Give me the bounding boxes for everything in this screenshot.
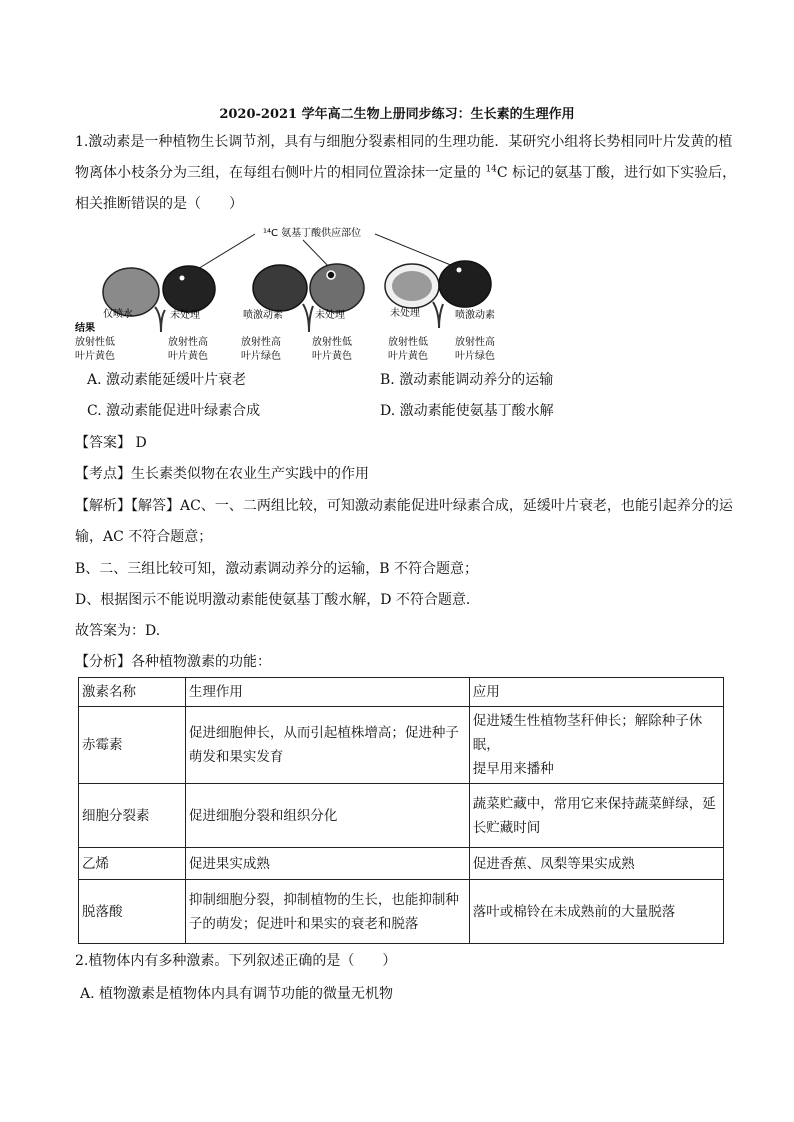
option-c: C. 激动素能促进叶绿素合成 xyxy=(87,403,261,419)
leaf-inner-3 xyxy=(392,271,432,301)
leaf-dark-left-2 xyxy=(253,265,307,311)
isotope-superscript: 14 xyxy=(485,164,497,175)
question-2-option-a: A. 植物激素是植物体内具有调节功能的微量无机物 xyxy=(80,986,394,1002)
group-1-right-label: 未处理 xyxy=(170,310,200,321)
group-1-left-label: 仅喷水 xyxy=(103,309,133,320)
row-use: 蔬菜贮藏中，常用它来保持蔬菜鲜绿，延 长贮藏时间 xyxy=(469,784,723,848)
pointer-line-2 xyxy=(303,240,331,269)
hormone-table xyxy=(78,677,724,944)
option-a: A. 激动素能延缓叶片衰老 xyxy=(87,372,247,388)
question-2-stem: 2.植物体内有多种激素。下列叙述正确的是（ ） xyxy=(75,953,397,969)
leaf-yellow-right-2 xyxy=(310,264,364,312)
leaf-dark-right-1 xyxy=(163,266,215,312)
supply-site-label: ¹⁴C 氨基丁酸供应部位 xyxy=(263,228,362,239)
analysis-line-3: B、二、三组比较可知，激动素调动养分的运输，B 不符合题意； xyxy=(75,561,479,577)
header-hormone-name: 激素名称 xyxy=(79,678,186,707)
row-use: 落叶或棉铃在未成熟前的大量脱落 xyxy=(469,880,723,944)
table-header-row xyxy=(79,678,724,707)
leaf-group-2 xyxy=(243,264,364,332)
leaf-group-1 xyxy=(103,266,215,332)
page-title: 2020-2021 学年高二生物上册同步练习：生长素的生理作用 xyxy=(219,107,575,122)
stem-3 xyxy=(433,302,443,328)
row-use: 促进香蕉、凤梨等果实成熟 xyxy=(469,848,723,880)
row-name: 乙烯 xyxy=(79,848,186,880)
experiment-figure xyxy=(75,222,515,362)
g1-right-result-2: 叶片黄色 xyxy=(168,351,208,362)
row-effect: 促进果实成熟 xyxy=(185,848,469,880)
row-name: 脱落酸 xyxy=(79,880,186,944)
fenxi-line: 【分析】各种植物激素的功能： xyxy=(75,654,271,670)
row-name: 赤霉素 xyxy=(79,707,186,784)
g1-left-result-1: 放射性低 xyxy=(75,337,115,348)
group-2-right-label: 未处理 xyxy=(315,310,345,321)
group-2-left-label: 喷激动素 xyxy=(243,310,283,321)
supply-dot-2 xyxy=(327,271,335,279)
supply-dot-1 xyxy=(180,276,185,281)
table-row xyxy=(79,707,724,784)
analysis-line-2: 输，AC 不符合题意； xyxy=(75,529,213,545)
results-label: 结果 xyxy=(75,323,95,334)
answer-line: 【答案】 D xyxy=(75,435,147,451)
question-1-line-1: 1.激动素是一种植物生长调节剂，具有与细胞分裂素相同的生理功能．某研究小组将长势相同叶片发黄的植 xyxy=(75,134,733,150)
g3-left-result-1: 放射性低 xyxy=(388,337,428,348)
supply-dot-3 xyxy=(457,268,462,273)
leaf-group-3 xyxy=(385,261,495,328)
leaf-dark-right-3 xyxy=(439,261,491,307)
g2-left-result-2: 叶片绿色 xyxy=(241,351,281,362)
header-use: 应用 xyxy=(469,678,723,707)
question-1-line-2: 物离体小枝条分为三组，在每组右侧叶片的相同位置涂抹一定量的 $^{14}$C 标记的氨基丁酸，进行如下实验后， xyxy=(75,164,737,181)
row-name: 细胞分裂素 xyxy=(79,784,186,848)
stem-1 xyxy=(155,307,165,332)
pointer-line-3 xyxy=(375,234,458,268)
header-effect: 生理作用 xyxy=(185,678,469,707)
analysis-line-4: D、根据图示不能说明激动素能使氨基丁酸水解，D 不符合题意． xyxy=(75,592,480,608)
g1-right-result-1: 放射性高 xyxy=(168,337,208,348)
row-effect: 促进细胞伸长，从而引起植株增高；促进种子 萌发和果实发育 xyxy=(185,707,469,784)
option-d: D. 激动素能使氨基丁酸水解 xyxy=(380,403,554,419)
row-effect: 抑制细胞分裂，抑制植物的生长，也能抑制种 子的萌发；促进叶和果实的衰老和脱落 xyxy=(185,880,469,944)
option-b: B. 激动素能调动养分的运输 xyxy=(380,372,554,388)
group-3-right-label: 喷激动素 xyxy=(455,310,495,321)
g3-left-result-2: 叶片黄色 xyxy=(388,351,428,362)
table-row xyxy=(79,880,724,944)
row-effect: 促进细胞分裂和组织分化 xyxy=(185,784,469,848)
group-3-left-label: 未处理 xyxy=(390,308,420,319)
g2-right-result-2: 叶片黄色 xyxy=(312,351,352,362)
stem-2 xyxy=(303,304,313,332)
kaodian-line: 【考点】生长素类似物在农业生产实践中的作用 xyxy=(75,466,369,482)
g3-right-result-1: 放射性高 xyxy=(455,337,495,348)
table-row xyxy=(79,848,724,880)
g2-left-result-1: 放射性高 xyxy=(241,337,281,348)
analysis-line-1: 【解析】【解答】AC、一、二两组比较，可知激动素能促进叶绿素合成，延缓叶片衰老，也能引起养分的运 xyxy=(75,498,733,514)
question-1-line-3: 相关推断错误的是（ ） xyxy=(75,196,243,212)
table-row xyxy=(79,784,724,848)
row-use: 促进矮生性植物茎秆伸长；解除种子休眠， 提早用来播种 xyxy=(469,707,723,784)
conclusion-line: 故答案为：D. xyxy=(75,623,161,639)
g1-left-result-2: 叶片黄色 xyxy=(75,351,115,362)
g3-right-result-2: 叶片绿色 xyxy=(455,351,495,362)
g2-right-result-1: 放射性低 xyxy=(312,337,352,348)
